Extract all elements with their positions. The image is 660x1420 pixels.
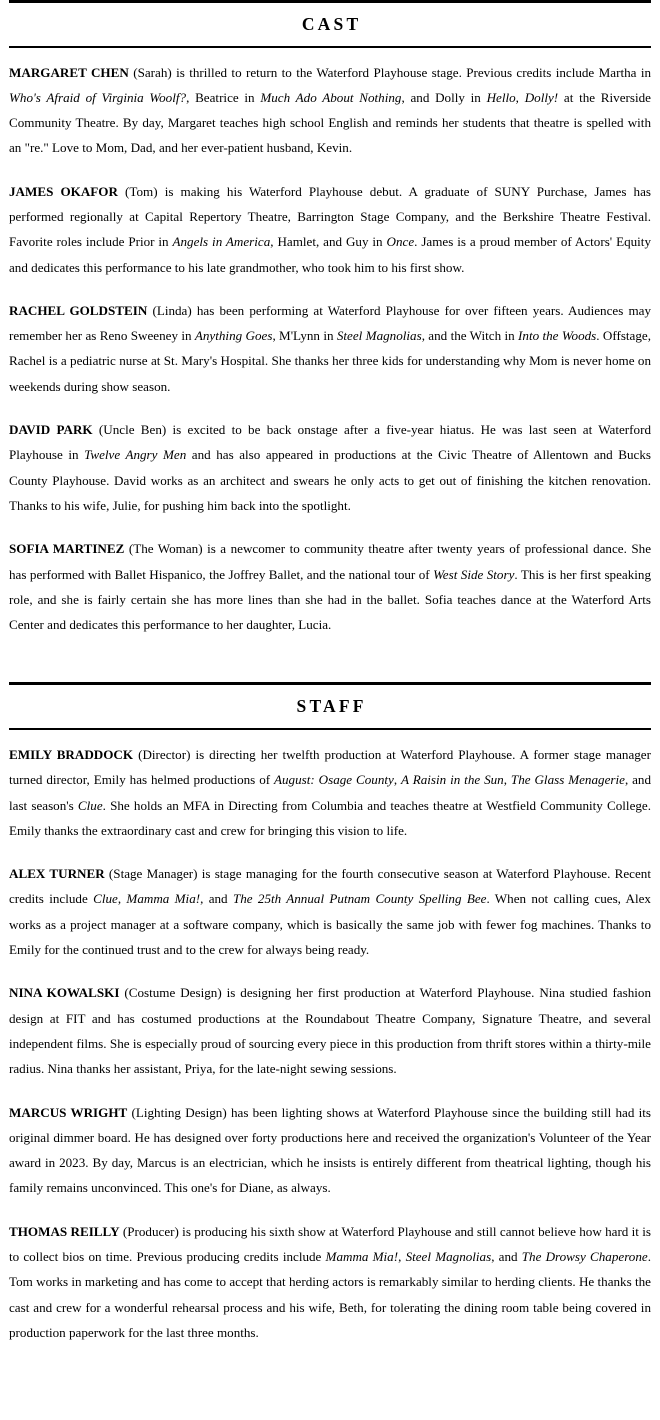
work-title-italic: Who's Afraid of Virginia Woolf? <box>9 89 187 105</box>
bio-entry <box>9 1100 651 1201</box>
bio-entry <box>9 298 651 399</box>
bio-name: DAVID PARK <box>9 422 93 438</box>
bio-name: NINA KOWALSKI <box>9 985 120 1001</box>
work-title-italic: Clue <box>77 797 103 813</box>
bio-text: and has also appeared in productions at the Civic Theatre of Allentown and Bucks County Playhouse. David works as an architect and swears he only acts to get out of finishing the kitchen renovation. Thanks to his wife, Julie, for pushing him back into the spotlight. <box>9 447 651 513</box>
bio-role: (The Woman) <box>128 541 203 557</box>
work-title-italic: Once <box>386 234 415 250</box>
program-sections <box>9 0 651 1345</box>
section-title-cast: CAST <box>301 14 362 34</box>
bio-text: is thrilled to return to the Waterford Playhouse stage. Previous credits include Martha in <box>171 64 651 80</box>
work-title-italic: The Drowsy Chaperone <box>521 1248 648 1264</box>
work-title-italic: The 25th Annual Putnam County Spelling Bee <box>232 891 487 907</box>
bio-text: , Hamlet, and Guy in <box>270 234 387 250</box>
bio-text: , and the Witch in <box>421 328 519 344</box>
work-title-italic: Anything Goes <box>194 328 273 344</box>
section-staff <box>9 682 651 1345</box>
bio-text: is designing her first production at Waterford Playhouse. Nina studied fashion design at FIT and has costumed productions at the Roundabout Theatre Company, Signature Theatre, and several independent films. She is especially proud of sourcing every piece in this production from thrift stores within a thirty-mile radius. Nina thanks her assistant, Priya, for the late-night sewing sessions. <box>9 985 651 1077</box>
section-title-staff: STAFF <box>296 696 367 717</box>
work-title-italic: Clue <box>93 891 118 907</box>
bio-role: (Uncle Ben) <box>98 422 167 438</box>
bio-text: , and <box>200 891 233 907</box>
section-cast <box>9 0 651 637</box>
bio-entry <box>9 60 651 161</box>
bio-text: is producing his sixth show at Waterford Playhouse and still cannot believe how hard it is to collect bios on time. Previous producing credits include <box>9 1223 651 1264</box>
bio-text: . This is her first speaking role, and she is fairly certain she has more lines than she had in the ballet. Sofia teaches dance at the Waterford Arts Center and dedicates this performance to her daughter, Lucia. <box>9 566 651 633</box>
work-title-italic: August: Osage County <box>274 772 394 788</box>
bio-name: ALEX TURNER <box>9 866 105 882</box>
work-title-italic: Hello, Dolly! <box>486 89 559 105</box>
bio-text: , and <box>491 1248 522 1264</box>
bio-list-staff <box>9 730 651 1345</box>
bio-role: (Tom) <box>125 183 158 199</box>
bio-name: MARGARET CHEN <box>9 64 129 80</box>
work-title-italic: Into the Woods <box>518 328 597 344</box>
work-title-italic: Twelve Angry Men <box>84 447 187 463</box>
work-title-italic: West Side Story <box>433 566 515 582</box>
bio-text: is directing her twelfth production at Waterford Playhouse. A former stage manager turned director, Emily has helmed productions of <box>9 746 651 788</box>
bio-text: is making his Waterford Playhouse debut. A graduate of SUNY Purchase, James has performed regionally at Capital Repertory Theatre, Barrington Stage Company, and the Berkshire Theatre Festival. Favorite roles include Prior in <box>9 183 651 250</box>
work-title-italic: Steel Magnolias <box>336 328 422 344</box>
bio-text: is a newcomer to community theatre after twenty years of professional dance. She has performed with Ballet Hispanico, the Joffrey Ballet, and the national tour of <box>9 541 652 582</box>
bio-role: (Director) <box>138 746 191 762</box>
bio-text: . Offstage, Rachel is a pediatric nurse at St. Mary's Hospital. She thanks her three kids for understanding why Mom is never home on weekends during show season. <box>9 328 652 394</box>
bio-text: . Tom works in marketing and has come to accept that herding actors is remarkably similar to herding clients. He thanks the cast and crew for a wonderful rehearsal process and his wife, Beth, for tolerating the dining room table being covered in production paperwork for the last three months. <box>9 1248 651 1340</box>
bio-text: , <box>117 891 127 907</box>
work-title-italic: Much Ado About Nothing <box>260 89 402 105</box>
work-title-italic: Mamma Mia! <box>126 891 201 907</box>
bio-text: , M'Lynn in <box>272 328 337 344</box>
bio-name: RACHEL GOLDSTEIN <box>9 302 148 318</box>
bio-entry <box>9 536 651 637</box>
bio-role: (Sarah) <box>133 64 172 80</box>
work-title-italic: Angels in America <box>172 234 271 250</box>
bio-text: , and last season's <box>9 772 652 813</box>
section-header-cast <box>9 0 651 48</box>
bio-list-cast <box>9 48 651 638</box>
bio-name: EMILY BRADDOCK <box>9 746 134 762</box>
bio-text: has been lighting shows at Waterford Playhouse since the building still had its original dimmer board. He has designed over forty productions here and received the organization's Volunteer of the Year award in 2023. By day, Marcus is an electrician, which he insists is entirely different from theatrical lighting, though his family remains unconvinced. This one's for Diane, as always. <box>9 1104 651 1196</box>
bio-text: , and Dolly in <box>401 89 487 105</box>
work-title-italic: Steel Magnolias <box>405 1248 492 1264</box>
bio-entry <box>9 980 651 1081</box>
bio-role: (Costume Design) <box>124 985 222 1001</box>
bio-entry <box>9 179 651 280</box>
section-header-staff <box>9 682 651 730</box>
section-spacer <box>9 637 651 682</box>
bio-text: is excited to be back onstage after a five-year hiatus. He was last seen at Waterford Playhouse in <box>9 422 651 463</box>
bio-text: . James is a proud member of Actors' Equity and dedicates this performance to his late grandmother, who took him to his first show. <box>9 234 651 275</box>
bio-text: is stage managing for the fourth consecutive season at Waterford Playhouse. Recent credits include <box>9 866 651 907</box>
bio-text: , <box>393 772 402 788</box>
bio-entry <box>9 417 651 518</box>
bio-name: THOMAS REILLY <box>9 1223 120 1239</box>
bio-entry <box>9 742 651 843</box>
bio-role: (Stage Manager) <box>108 866 198 882</box>
bio-text: . She holds an MFA in Directing from Columbia and teaches theatre at Westfield Community College. Emily thanks the extraordinary cast and crew for bringing this vision to life. <box>9 797 652 838</box>
bio-role: (Producer) <box>122 1223 179 1239</box>
bio-text: , Beatrice in <box>186 89 261 105</box>
bio-text: has been performing at Waterford Playhouse for over fifteen years. Audiences may remember her as Reno Sweeney in <box>9 302 652 344</box>
work-title-italic: The Glass Menagerie <box>510 772 625 788</box>
bio-text: at the Riverside Community Theatre. By day, Margaret teaches high school English and reminds her students that theatre is spelled with an "re." Love to Mom, Dad, and her ever-patient husband, Kevin. <box>9 89 651 156</box>
work-title-italic: Mamma Mia! <box>325 1248 399 1264</box>
bio-role: (Lighting Design) <box>131 1104 227 1120</box>
bio-entry <box>9 861 651 962</box>
bio-role: (Linda) <box>152 302 192 318</box>
bio-text: , <box>398 1248 406 1264</box>
bio-entry <box>9 1219 651 1345</box>
bio-name: MARCUS WRIGHT <box>9 1104 128 1120</box>
bio-text: . When not calling cues, Alex works as a project manager at a software company, which is basically the same job with fewer fog machines. Thanks to Emily for the continued trust and to the crew for always being ready. <box>9 891 651 958</box>
bio-text: , <box>503 772 511 788</box>
bio-name: SOFIA MARTINEZ <box>9 541 125 557</box>
bio-name: JAMES OKAFOR <box>9 183 118 199</box>
work-title-italic: A Raisin in the Sun <box>401 772 504 788</box>
